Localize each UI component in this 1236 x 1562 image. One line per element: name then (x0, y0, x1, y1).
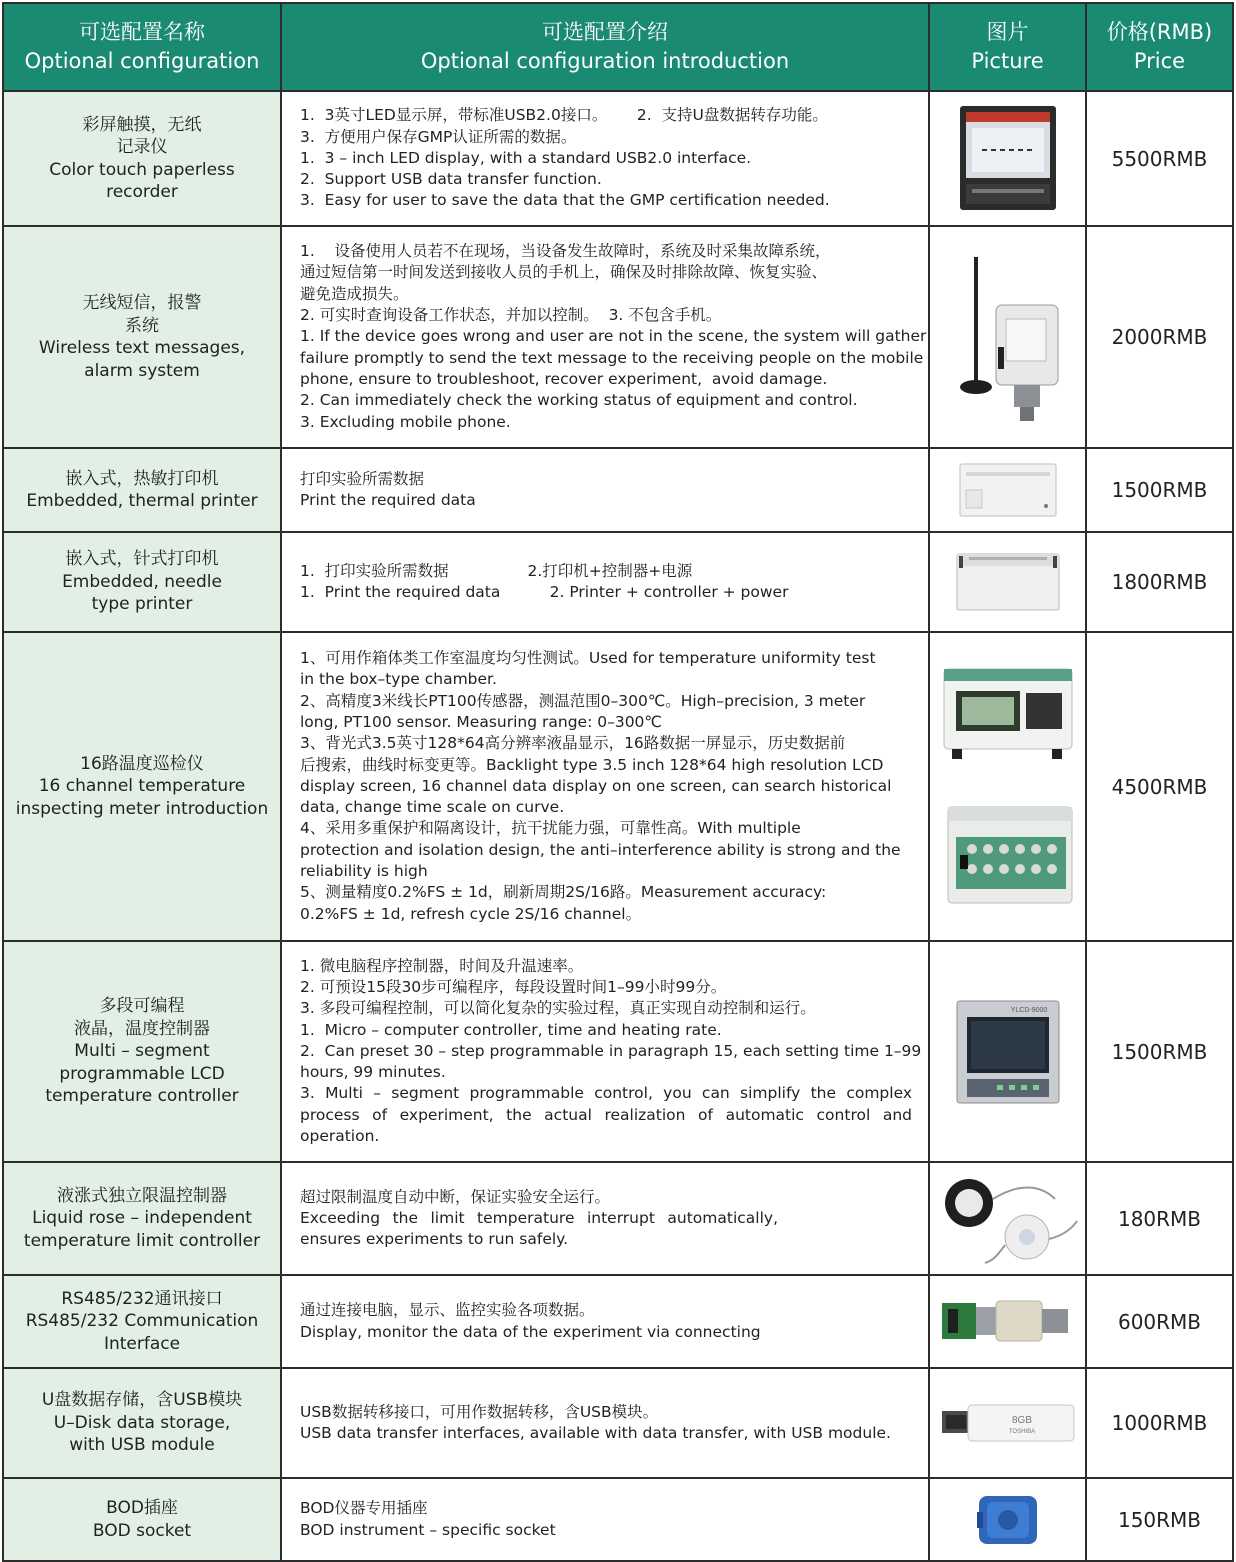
config-name-cell (3, 941, 281, 1162)
intro-line: long, PT100 sensor. Measuring range: 0–300℃ (300, 712, 662, 731)
config-name-line: 16 channel temperature (38, 776, 246, 797)
intro-line: 避免造成损失。 (300, 284, 409, 303)
config-intro-cell (281, 1162, 929, 1275)
header-picture (929, 3, 1086, 91)
config-intro-cell (281, 532, 929, 632)
price-cell: 1500RMB (1086, 448, 1233, 532)
config-name-line: temperature controller (45, 1086, 239, 1107)
intro-line: 0.2%FS ± 1d, refresh cycle 2S/16 channel。 (300, 904, 642, 923)
header-price (1086, 3, 1233, 91)
usb-drive-image (938, 1397, 1078, 1449)
intro-line: 1. Micro – computer controller, time and heating rate. (300, 1020, 722, 1039)
table-row (3, 91, 1233, 226)
table-row (3, 1275, 1233, 1368)
price-cell: 4500RMB (1086, 632, 1233, 941)
intro-line: protection and isolation design, the anti–interference ability is strong and the (300, 840, 901, 859)
config-picture-cell (929, 632, 1086, 941)
intro-line: 打印实验所需数据 (300, 469, 425, 488)
config-name-line: 液涨式独立限温控制器 (57, 1185, 227, 1206)
header-price-cn: 价格(RMB) (1106, 20, 1213, 44)
config-name-line: Multi – segment (74, 1041, 210, 1062)
table-row (3, 1478, 1233, 1561)
intro-line: Display, monitor the data of the experiment via connecting (300, 1322, 761, 1341)
price-cell: 2000RMB (1086, 226, 1233, 448)
price-cell: 150RMB (1086, 1478, 1233, 1561)
rs485-converter-image (938, 1297, 1078, 1347)
intro-line: Exceeding the limit temperature interrupt automatically, ensures experiments to run safely. (300, 1208, 778, 1249)
intro-line: 3、背光式3.5英寸128*64高分辨率液晶显示，16路数据一屏显示，历史数据前 (300, 734, 846, 753)
config-name-line: RS485/232通讯接口 (61, 1288, 223, 1309)
config-name-line: 液晶，温度控制器 (74, 1018, 210, 1039)
config-picture-cell (929, 91, 1086, 226)
config-name-line: temperature limit controller (23, 1230, 261, 1251)
usb-brand-label: TOSHIBA (1008, 1429, 1035, 1435)
price-cell: 180RMB (1086, 1162, 1233, 1275)
intro-line: reliability is high (300, 862, 428, 881)
table-row (3, 632, 1233, 941)
header-intro (281, 3, 929, 91)
gsm-alarm-module-image (948, 247, 1068, 427)
config-name-line: inspecting meter introduction (15, 798, 269, 819)
thermal-printer-image (958, 460, 1058, 520)
intro-line: phone, ensure to troubleshoot, recover experiment, avoid damage. (300, 369, 828, 388)
price-cell: 1800RMB (1086, 532, 1233, 632)
config-intro-cell (281, 1368, 929, 1478)
header-name (3, 3, 281, 91)
config-name-line: with USB module (69, 1435, 215, 1456)
config-name-line: BOD插座 (106, 1498, 178, 1518)
config-name-line: alarm system (84, 360, 200, 381)
table-header-row (3, 3, 1233, 91)
price-cell: 600RMB (1086, 1275, 1233, 1368)
intro-line: Print the required data (300, 491, 476, 509)
intro-line: 1、可用作箱体类工作室温度均匀性测试。Used for temperature uniformity test (300, 649, 876, 668)
intro-line: 后搜索，曲线时标变更等。Backlight type 3.5 inch 128*64 high resolution LCD (300, 755, 884, 774)
config-name-cell (3, 1275, 281, 1368)
intro-line: 2. 可预设15段30步可编程序，每段设置时间1–99小时99分。 (300, 977, 727, 996)
header-name-en: Optional configuration (24, 49, 260, 73)
paperless-recorder-image (958, 104, 1058, 214)
intro-line: failure promptly to send the text message to the receiving people on the mobile (300, 348, 924, 367)
intro-line: 通过连接电脑，显示、监控实验各项数据。 (300, 1301, 595, 1320)
config-name-line: 系统 (125, 315, 159, 336)
table-row (3, 1368, 1233, 1478)
usb-capacity-label: 8GB (1011, 1415, 1032, 1426)
intro-line: 5、测量精度0.2%FS ± 1d，刷新周期2S/16路。Measurement accuracy: (300, 883, 827, 902)
table-row (3, 448, 1233, 532)
header-picture-cn: 图片 (986, 20, 1029, 44)
config-name-cell (3, 1478, 281, 1561)
intro-line: 2. Support USB data transfer function. (300, 170, 602, 189)
config-picture-cell (929, 532, 1086, 632)
header-intro-cn: 可选配置介绍 (542, 20, 668, 44)
intro-line: 3. 多段可编程控制，可以简化复杂的实验过程，真正实现自动控制和运行。 (300, 999, 816, 1018)
table-row (3, 226, 1233, 448)
config-intro-cell (281, 632, 929, 941)
config-intro-cell (281, 226, 929, 448)
config-picture-cell (929, 941, 1086, 1162)
config-picture-cell (929, 1368, 1086, 1478)
table-row (3, 1162, 1233, 1275)
config-name-line: type printer (91, 594, 193, 615)
config-name-line: Embedded, needle (62, 571, 222, 592)
config-name-line: U–Disk data storage, (53, 1412, 231, 1433)
intro-line: 3. Easy for user to save the data that the GMP certification needed. (300, 191, 830, 210)
config-name-line: 多段可编程 (99, 996, 185, 1017)
intro-line: 1. 3英寸LED显示屏，带标准USB2.0接口。 2. 支持U盘数据转存功能。 (300, 106, 828, 125)
intro-line: 3. Multi – segment programmable control, you can simplify the complex process of experiment, the actual realization of automatic control and operation. (300, 1084, 912, 1146)
config-name-line: 嵌入式，针式打印机 (65, 549, 219, 570)
intro-line: 2. 可实时查询设备工作状态，并加以控制。 3. 不包含手机。 (300, 306, 722, 325)
config-name-cell (3, 632, 281, 941)
intro-line: 3. Excluding mobile phone. (300, 412, 511, 431)
header-intro-en: Optional configuration introduction (420, 49, 790, 73)
config-intro-cell (281, 1275, 929, 1368)
config-picture-cell (929, 448, 1086, 532)
config-name-line: Color touch paperless (49, 159, 235, 180)
intro-line: 1. 3 – inch LED display, with a standard USB2.0 interface. (300, 148, 752, 167)
config-name-cell (3, 1162, 281, 1275)
intro-line: USB数据转移接口，可用作数据转移，含USB模块。 (300, 1402, 659, 1421)
price-cell: 1500RMB (1086, 941, 1233, 1162)
config-picture-cell (929, 1275, 1086, 1368)
intro-line: 1. 设备使用人员若不在现场，当设备发生故障时，系统及时采集故障系统， (300, 242, 831, 261)
config-name-line: Liquid rose – independent (32, 1208, 252, 1229)
liquid-thermostat-image (935, 1169, 1081, 1269)
config-name-line: U盘数据存储，含USB模块 (41, 1390, 243, 1411)
intro-line: 1. Print the required data 2. Printer + controller + power (300, 583, 789, 601)
needle-printer-image (953, 550, 1063, 614)
intro-line: 2. Can immediately check the working status of equipment and control. (300, 391, 858, 410)
config-name-line: RS485/232 Communication (25, 1311, 259, 1332)
config-name-line: Embedded, thermal printer (26, 491, 258, 511)
header-picture-en: Picture (971, 49, 1044, 73)
header-name-cn: 可选配置名称 (79, 20, 205, 44)
config-name-line: 嵌入式，热敏打印机 (65, 468, 219, 489)
intro-line: 1. If the device goes wrong and user are not in the scene, the system will gather (300, 327, 927, 346)
config-name-line: 记录仪 (116, 137, 168, 157)
table-row (3, 532, 1233, 632)
intro-line: 1. 微电脑程序控制器，时间及升温速率。 (300, 956, 584, 975)
intro-line: hours, 99 minutes. (300, 1063, 446, 1082)
bod-socket-image (973, 1490, 1043, 1550)
intro-line: BOD仪器专用插座 (300, 1499, 428, 1518)
config-name-cell (3, 532, 281, 632)
config-name-line: 无线短信，报警 (82, 293, 202, 313)
config-name-cell (3, 448, 281, 532)
temperature-inspector-images (938, 657, 1078, 917)
config-name-cell (3, 1368, 281, 1478)
config-intro-cell (281, 941, 929, 1162)
config-picture-cell (929, 1478, 1086, 1561)
intro-line: 4、采用多重保护和隔离设计，抗干扰能力强，可靠性高。With multiple (300, 819, 801, 838)
config-picture-cell (929, 226, 1086, 448)
config-name-line: Interface (103, 1333, 181, 1354)
config-intro-cell (281, 91, 929, 226)
intro-line: data, change time scale on curve. (300, 798, 565, 817)
config-name-line: 彩屏触摸，无纸 (82, 114, 202, 135)
config-name-line: 16路温度巡检仪 (80, 753, 204, 774)
price-cell: 5500RMB (1086, 91, 1233, 226)
config-name-line: recorder (106, 182, 178, 202)
intro-line: 2. Can preset 30 – step programmable in paragraph 15, each setting time 1–99 (300, 1041, 922, 1060)
table-row (3, 941, 1233, 1162)
config-price-sheet (2, 2, 1232, 1552)
lcd-controller-image (953, 997, 1063, 1107)
intro-line: 3. 方便用户保存GMP认证所需的数据。 (300, 127, 577, 146)
controller-brand-label: YLCD-9000 (1010, 1006, 1047, 1014)
config-name-line: programmable LCD (59, 1063, 225, 1084)
intro-line: 超过限制温度自动中断，保证实验安全运行。 (300, 1187, 611, 1206)
config-name-cell (3, 91, 281, 226)
intro-line: BOD instrument – specific socket (300, 1520, 556, 1539)
config-picture-cell (929, 1162, 1086, 1275)
config-name-cell (3, 226, 281, 448)
config-intro-cell (281, 1478, 929, 1561)
intro-line: USB data transfer interfaces, available with data transfer, with USB module. (300, 1424, 891, 1442)
header-price-en: Price (1133, 49, 1186, 73)
optional-configuration-table (2, 2, 1234, 1562)
config-name-line: BOD socket (92, 1520, 192, 1541)
intro-line: 1. 打印实验所需数据 2.打印机+控制器+电源 (300, 561, 693, 580)
config-name-line: Wireless text messages, (38, 338, 246, 358)
price-cell: 1000RMB (1086, 1368, 1233, 1478)
intro-line: 通过短信第一时间发送到接收人员的手机上，确保及时排除故障、恢复实验、 (300, 263, 828, 282)
intro-line: display screen, 16 channel data display on one screen, can search historical (300, 776, 892, 795)
intro-line: 2、高精度3米线长PT100传感器，测温范围0–300℃。High–precision, 3 meter (300, 691, 866, 710)
intro-line: in the box–type chamber. (300, 670, 497, 689)
config-intro-cell (281, 448, 929, 532)
